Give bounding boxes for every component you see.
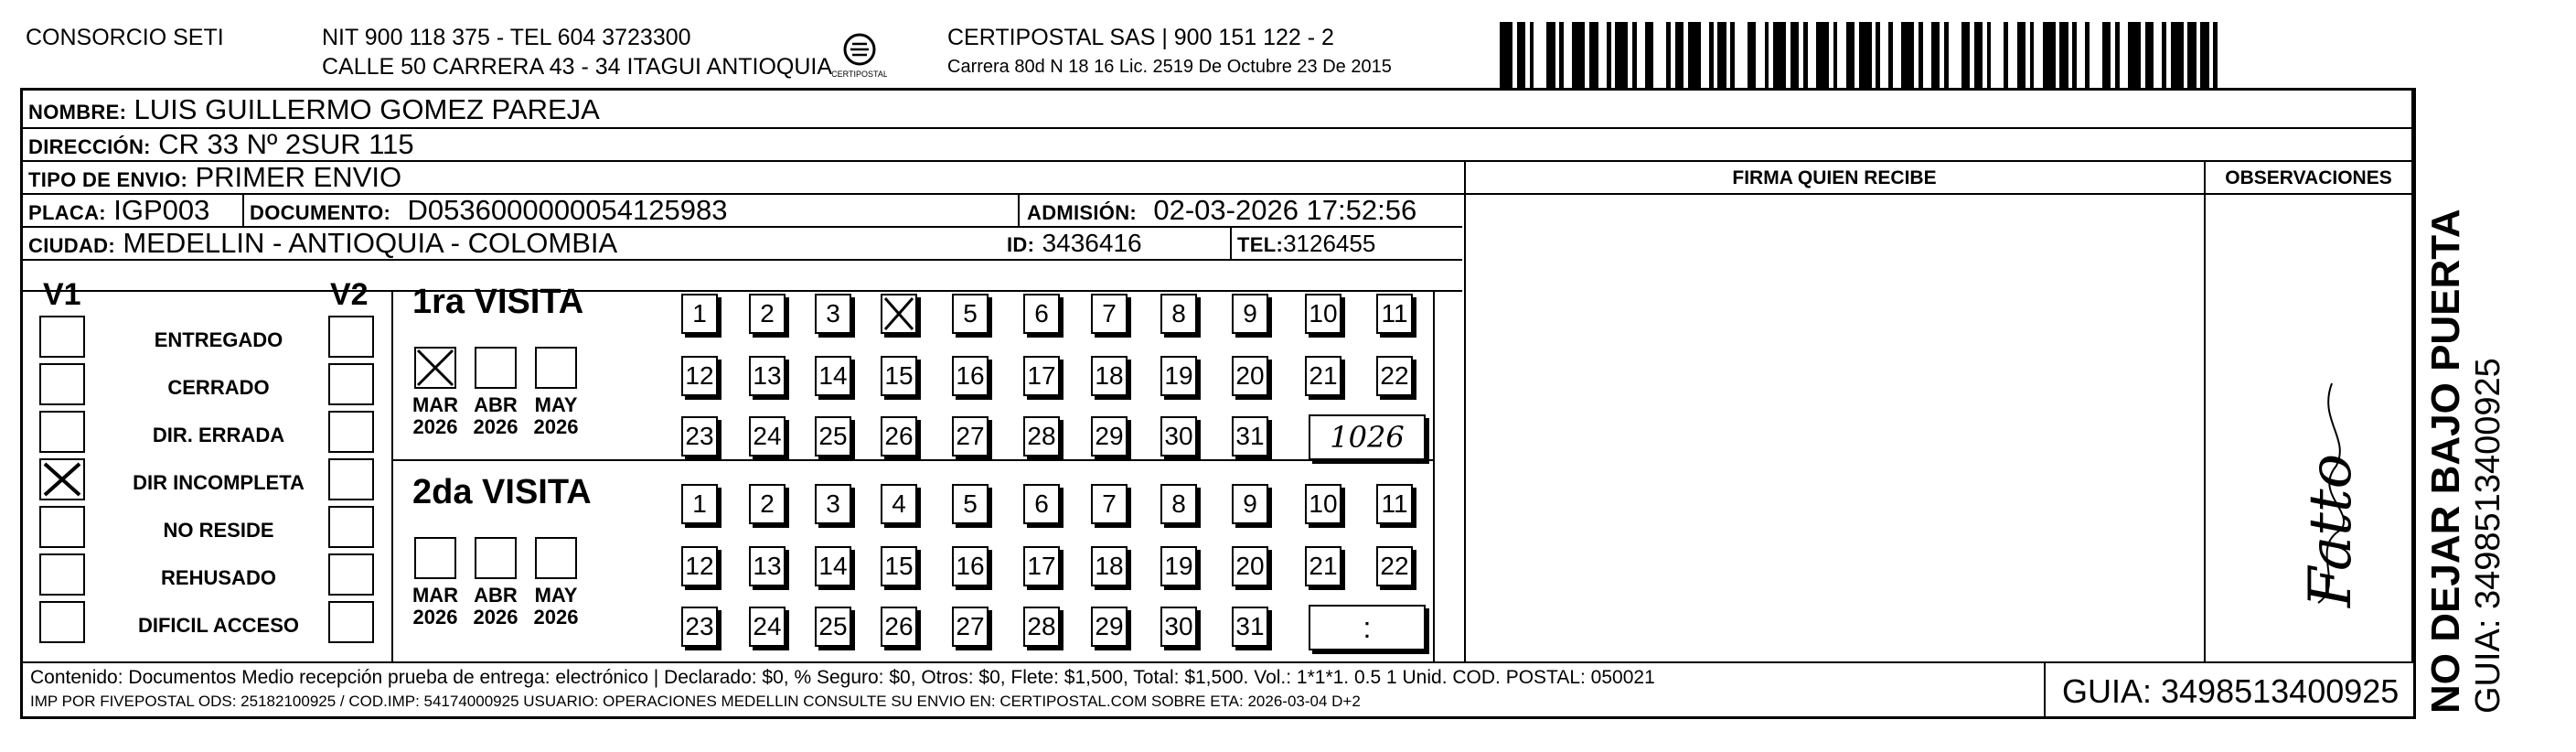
v1-checkbox[interactable] xyxy=(39,506,85,548)
admision-label: ADMISIÓN: xyxy=(1027,201,1138,224)
day-box[interactable]: 29 xyxy=(1091,416,1128,457)
admision-value: 02-03-2026 17:52:56 xyxy=(1153,194,1417,226)
reason-label: DIR. ERRADA xyxy=(152,424,285,446)
id-value: 3436416 xyxy=(1042,229,1142,257)
carrier-line: CERTIPOSTAL SAS | 900 151 122 - 2 xyxy=(947,25,1334,50)
side-guia: GUIA: 3498513400925 xyxy=(2469,358,2507,714)
address-line: CALLE 50 CARRERA 43 - 34 ITAGUI ANTIOQUIA xyxy=(322,54,833,80)
day-box[interactable]: 27 xyxy=(952,416,989,457)
company-name: CONSORCIO SETI xyxy=(26,25,224,50)
reason-label: ENTREGADO xyxy=(154,328,283,351)
second-visit-time[interactable]: : xyxy=(1309,605,1426,650)
svg-text:CERTIPOSTAL: CERTIPOSTAL xyxy=(832,70,887,79)
placa-value: IGP003 xyxy=(113,194,210,226)
day-box[interactable]: 26 xyxy=(881,607,917,647)
day-box[interactable]: 26 xyxy=(881,416,917,457)
day-box[interactable]: 27 xyxy=(952,607,989,647)
day-box[interactable]: 7 xyxy=(1091,484,1128,524)
v2-header: V2 xyxy=(330,277,369,312)
day-box[interactable]: 22 xyxy=(1376,356,1413,396)
tel-field xyxy=(1237,228,1375,261)
id-field xyxy=(1007,228,1142,261)
day-box[interactable]: 10 xyxy=(1305,484,1341,524)
day-box[interactable]: 24 xyxy=(749,416,786,457)
v1-checkbox[interactable] xyxy=(39,363,85,405)
day-box[interactable]: 10 xyxy=(1305,294,1341,334)
v2-checkbox[interactable] xyxy=(328,411,374,453)
tipo-envio-value: PRIMER ENVIO xyxy=(195,161,402,193)
day-box[interactable]: 18 xyxy=(1091,356,1128,396)
day-box[interactable]: 25 xyxy=(815,416,851,457)
ciudad-value: MEDELLIN - ANTIOQUIA - COLOMBIA xyxy=(123,227,618,259)
side-warning xyxy=(2423,209,2507,714)
reason-label: CERRADO xyxy=(167,376,270,399)
day-box[interactable]: 3 xyxy=(815,294,851,334)
admision-field xyxy=(1027,195,1416,229)
v1-checkbox[interactable] xyxy=(39,601,85,643)
day-box[interactable]: 6 xyxy=(1023,294,1060,334)
tel-label: TEL: xyxy=(1237,233,1284,256)
placa-label: PLACA: xyxy=(28,201,106,224)
v2-checkbox[interactable] xyxy=(328,553,374,596)
barcode xyxy=(1500,22,2231,88)
first-visit-title: 1ra VISITA xyxy=(412,283,584,321)
day-box[interactable]: 13 xyxy=(749,356,786,396)
documento-label: DOCUMENTO: xyxy=(250,201,391,224)
footer-impresion: IMP POR FIVEPOSTAL ODS: 25182100925 / COD.IMP: 54174000925 USUARIO: OPERACIONES MEDELLIN CONSULTE SU ENVIO EN: CERTIPOSTAL.COM SOBRE ETA: 2026-03-04 D+2 xyxy=(30,693,1361,710)
ciudad-label: CIUDAD: xyxy=(28,234,115,257)
certipostal-logo xyxy=(832,27,887,82)
day-box[interactable]: 23 xyxy=(681,607,718,647)
tel-value: 3126455 xyxy=(1283,230,1376,257)
day-box[interactable]: 9 xyxy=(1232,484,1268,524)
day-box[interactable]: 12 xyxy=(681,546,718,586)
reason-label: DIR INCOMPLETA xyxy=(133,471,305,494)
no-dejar-bajo-puerta: NO DEJAR BAJO PUERTA xyxy=(2423,209,2468,714)
day-box[interactable]: 31 xyxy=(1232,416,1268,457)
placa-field xyxy=(28,195,209,229)
day-box[interactable]: 30 xyxy=(1160,607,1197,647)
month-checkbox[interactable] xyxy=(414,537,456,579)
day-box[interactable]: 25 xyxy=(815,607,851,647)
v2-checkbox[interactable] xyxy=(328,316,374,358)
day-box[interactable]: 14 xyxy=(815,356,851,396)
day-box[interactable]: 11 xyxy=(1376,484,1413,524)
day-box[interactable]: 17 xyxy=(1023,546,1060,586)
v2-checkbox[interactable] xyxy=(328,506,374,548)
day-box[interactable]: 3 xyxy=(815,484,851,524)
id-label: ID: xyxy=(1007,233,1035,256)
day-box[interactable]: 18 xyxy=(1091,546,1128,586)
v1-header: V1 xyxy=(43,277,81,312)
v2-checkbox[interactable] xyxy=(328,458,374,500)
day-box[interactable]: 1 xyxy=(681,294,718,334)
day-box[interactable]: 16 xyxy=(952,356,989,396)
day-box[interactable]: 23 xyxy=(681,416,718,457)
svg-text:Fatto: Fatto xyxy=(2297,453,2365,607)
day-box[interactable]: 28 xyxy=(1023,607,1060,647)
month-label: MAY 2026 xyxy=(533,393,579,438)
day-box[interactable]: 30 xyxy=(1160,416,1197,457)
nit-line: NIT 900 118 375 - TEL 604 3723300 xyxy=(322,25,691,50)
month-checkbox[interactable] xyxy=(475,537,517,579)
v1-checkbox[interactable] xyxy=(39,411,85,453)
v1-checkbox[interactable] xyxy=(39,316,85,358)
firma-header: FIRMA QUIEN RECIBE xyxy=(1732,167,1937,188)
day-box[interactable]: 17 xyxy=(1023,356,1060,396)
day-box[interactable]: 31 xyxy=(1232,607,1268,647)
direccion-value: CR 33 Nº 2SUR 115 xyxy=(158,128,414,160)
reason-label: NO RESIDE xyxy=(163,519,274,542)
month-checkbox[interactable] xyxy=(535,347,577,389)
documento-value: D0536000000054125983 xyxy=(407,194,728,226)
month-checkbox[interactable] xyxy=(475,347,517,389)
day-box[interactable]: 1 xyxy=(681,484,718,524)
day-box[interactable]: 21 xyxy=(1305,356,1341,396)
day-box[interactable]: 21 xyxy=(1305,546,1341,586)
month-label: MAY 2026 xyxy=(533,584,579,628)
month-label: MAR 2026 xyxy=(412,393,459,438)
day-box[interactable]: 28 xyxy=(1023,416,1060,457)
ciudad-field xyxy=(28,228,617,262)
v2-checkbox[interactable] xyxy=(328,601,374,643)
v1-checkbox[interactable] xyxy=(39,458,85,500)
footer-guia: GUIA: 3498513400925 xyxy=(2062,672,2400,710)
month-checkbox[interactable] xyxy=(535,537,577,579)
day-box[interactable]: 19 xyxy=(1160,546,1197,586)
day-box[interactable]: 16 xyxy=(952,546,989,586)
direccion-field xyxy=(28,129,414,163)
day-box[interactable]: 8 xyxy=(1160,484,1197,524)
observaciones-header: OBSERVACIONES xyxy=(2225,167,2392,188)
day-box[interactable]: 7 xyxy=(1091,294,1128,334)
month-label: ABR 2026 xyxy=(473,584,518,628)
direccion-label: DIRECCIÓN: xyxy=(28,135,151,158)
tipo-envio-label: TIPO DE ENVIO: xyxy=(28,168,188,191)
reason-label: REHUSADO xyxy=(161,566,276,589)
delivery-form xyxy=(20,88,2416,719)
day-box[interactable] xyxy=(881,294,917,334)
nombre-value: LUIS GUILLERMO GOMEZ PAREJA xyxy=(134,93,600,125)
recipient-signature xyxy=(2291,328,2373,639)
day-box[interactable]: 29 xyxy=(1091,607,1128,647)
day-box[interactable]: 5 xyxy=(952,484,989,524)
day-box[interactable]: 13 xyxy=(749,546,786,586)
day-box[interactable]: 14 xyxy=(815,546,851,586)
reason-label: DIFICIL ACCESO xyxy=(137,614,299,637)
day-box[interactable]: 6 xyxy=(1023,484,1060,524)
day-box[interactable]: 22 xyxy=(1376,546,1413,586)
day-box[interactable]: 5 xyxy=(952,294,989,334)
second-visit-title: 2da VISITA xyxy=(412,473,592,511)
day-box[interactable]: 8 xyxy=(1160,294,1197,334)
day-box[interactable]: 11 xyxy=(1376,294,1413,334)
day-box[interactable]: 15 xyxy=(881,356,917,396)
day-box[interactable]: 12 xyxy=(681,356,718,396)
nombre-label: NOMBRE: xyxy=(28,101,127,124)
tipo-envio-field xyxy=(28,162,401,196)
day-box[interactable]: 24 xyxy=(749,607,786,647)
day-box[interactable]: 20 xyxy=(1232,546,1268,586)
day-box[interactable]: 9 xyxy=(1232,294,1268,334)
license-line: Carrera 80d N 18 16 Lic. 2519 De Octubre 23 De 2015 xyxy=(947,57,1392,77)
footer-contenido: Contenido: Documentos Medio recepción prueba de entrega: electrónico | Declarado: $0, % Seguro: $0, Otros: $0, Flete: $1,500, Total: $1,500. Vol.: 1*1*1. 0.5 1 Unid. COD. POSTAL: 050021 xyxy=(30,667,1655,688)
month-label: ABR 2026 xyxy=(473,393,518,438)
v1-checkbox[interactable] xyxy=(39,553,85,596)
day-box[interactable]: 15 xyxy=(881,546,917,586)
day-box[interactable]: 2 xyxy=(749,294,786,334)
day-box[interactable]: 2 xyxy=(749,484,786,524)
first-visit-time[interactable]: 1026 xyxy=(1309,414,1426,460)
nombre-field xyxy=(28,94,600,128)
month-label: MAR 2026 xyxy=(412,584,459,628)
documento-field xyxy=(250,195,727,229)
day-box[interactable]: 19 xyxy=(1160,356,1197,396)
day-box[interactable]: 20 xyxy=(1232,356,1268,396)
day-box[interactable]: 4 xyxy=(881,484,917,524)
month-checkbox[interactable] xyxy=(414,347,456,389)
v2-checkbox[interactable] xyxy=(328,363,374,405)
